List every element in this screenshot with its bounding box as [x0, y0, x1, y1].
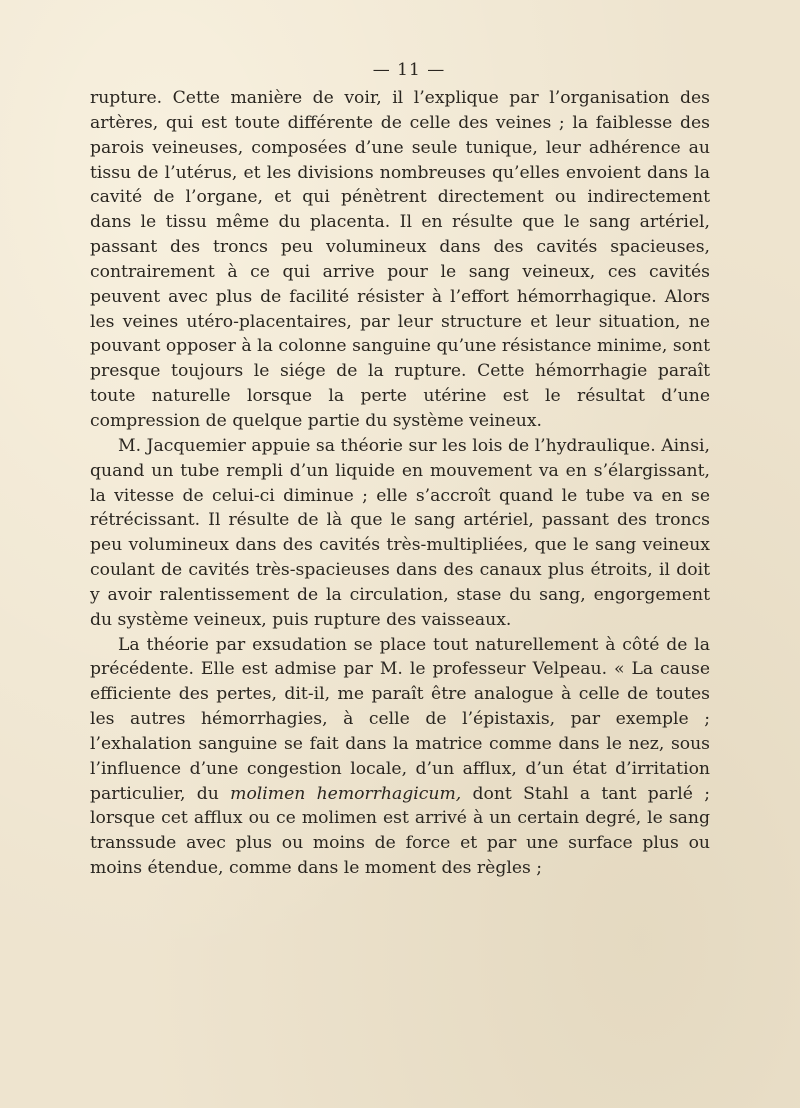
paragraph-text-continued: dont Stahl a tant parlé ; lorsque cet afflux ou ce molimen est arrivé à un certain degré, le sang transsude avec plus ou moins de force et par une surface plus ou moins étendue, comme dans le moment des règles ; — [90, 783, 711, 879]
paragraph-exsudation — [90, 633, 710, 881]
paragraph-text: rupture. Cette manière de voir, il l’explique par l’organisation des artères, qui est toute différente de celle des veines ; la faiblesse des parois veineuses, composées d’une seule tunique, leur adhérence au tissu de l’utérus, et les divisions nombreuses qu’elles envoient dans la cavité de l’organe, et qui pénètrent directement ou indirectement dans le tissu même du placenta. Il en résulte que le sang artériel, passant des troncs peu volumineux dans des cavités spacieuses, contrairement à ce qui arrive pour le sang veineux, ces cavités peuvent avec plus de facilité résister à l’effort hémorrhagique. Alors les veines utéro-placentaires, par leur structure et leur situation, ne pouvant opposer à la colonne sanguine qu’une résistance minime, sont presque toujours le siége de la rupture. Cette hémorrhagie paraît toute naturelle lorsque la perte utérine est le résultat d’une compression de quelque partie du système veineux. — [90, 88, 710, 431]
document-page — [90, 60, 710, 881]
paragraph-jacquemier — [90, 434, 710, 633]
paragraph-rupture — [90, 86, 710, 434]
latin-term: molimen hemorrhagicum, — [230, 783, 462, 804]
paragraph-text: La théorie par exsudation se place tout naturellement à côté de la précédente. Elle est admise par M. le professeur Velpeau. « La cause efficiente des pertes, dit-il, me paraît être analogue à celle de toutes les autres hémorrhagies, à celle de l’épistaxis, par exemple ; l’exhalation sanguine se fait dans la matrice comme dans le nez, sous l’influence d’une congestion locale, d’un afflux, d’un état d’irritation particulier, du — [90, 634, 710, 804]
page-number: — 11 — — [372, 60, 446, 80]
paragraph-text: M. Jacquemier appuie sa théorie sur les lois de l’hydraulique. Ainsi, quand un tube rempli d’un liquide en mouvement va en s’élargissant, la vitesse de celui-ci diminue ; elle s’accroît quand le tube va en se rétrécissant. Il résulte de là que le sang artériel, passant des troncs peu volumineux dans des cavités très-multipliées, que le sang veineux coulant de cavités très-spacieuses dans des canaux plus étroits, il doit y avoir ralentissement de la circulation, stase du sang, engorgement du système veineux, puis rupture des vaisseaux. — [90, 435, 710, 630]
